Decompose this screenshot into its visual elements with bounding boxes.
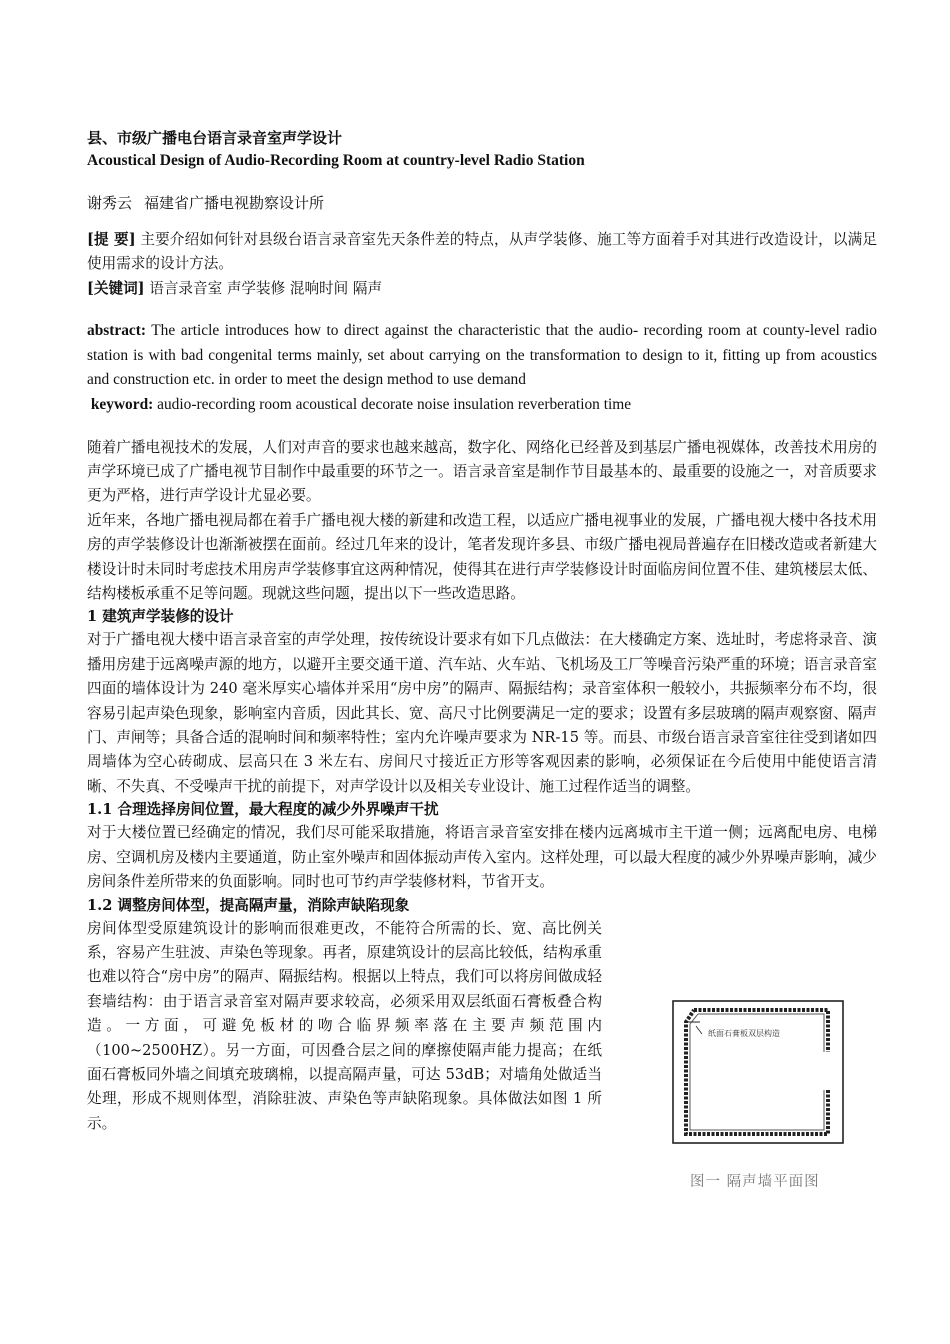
abstract-cn-text: 主要介绍如何针对县级台语言录音室先天条件差的特点，从声学装修、施工等方面着手对其进行改造设计，以满足使用需求的设计方法。 <box>87 231 877 273</box>
section-1-2-paragraph: 房间体型受原建筑设计的影响而很难更改，不能符合所需的长、宽、高比例关系，容易产生驻波、声染色等现象。再者，原建筑设计的层高比较低，结构承重也难以符合“房中房”的隔声、隔振结构。根据以上特点，我们可以将房间做成轻套墙结构：由于语言录音室对隔声要求较高，必须采用双层纸面石膏板叠合构造。一方面，可避免板材的吻合临界频率落在主要声频范围内（100~2500HZ）。另一方面，可因叠合层之间的摩擦使隔声能力提高；在纸面石膏板同外墙之间填充玻璃棉，以提高隔声量，可达 53dB；对墙角处做适当处理，形成不规则体型，消除驻波、声染色等声缺陷现象。具体做法如图 1 所示。 <box>87 919 602 1132</box>
title-english: Acoustical Design of Audio-Recording Room at country-level Radio Station <box>87 152 585 169</box>
title-chinese: 县、市级广播电台语言录音室声学设计 <box>87 129 343 147</box>
intro-paragraph-2: 近年来，各地广播电视局都在着手广播电视大楼的新建和改造工程，以适应广播电视事业的发展，广播电视大楼中各技术用房的声学装修设计也渐渐被摆在面前。经过几年来的设计，笔者发现许多县、市级广播电视局普遍存在旧楼改造或者新建大楼设计时未同时考虑技术用房声学装修事宜这两种情况，使得其在进行声学装修设计时面临房间位置不佳、建筑楼层太低、结构楼板承重不足等问题。现就这些问题，提出以下一些改造思路。 <box>87 511 877 603</box>
paper-page <box>87 128 877 1136</box>
section-1-1-heading: 1.1 合理选择房间位置，最大程度的减少外界噪声干扰 <box>87 801 439 819</box>
keywords-en-label: keyword: <box>90 396 154 413</box>
section-1-heading: 1 建筑声学装修的设计 <box>87 608 234 626</box>
abstract-chinese <box>87 228 877 277</box>
section-1-2-column <box>87 917 602 1137</box>
author-name: 谢秀云 <box>87 194 133 212</box>
keywords-cn-label: [关键词] <box>87 279 145 297</box>
author-line <box>87 192 877 214</box>
figure-1-inner-label: 纸面石膏板双层构造 <box>708 1029 780 1038</box>
abstract-english <box>87 319 877 393</box>
intro-paragraph-1: 随着广播电视技术的发展，人们对声音的要求也越来越高，数字化、网络化已经普及到基层广播电视媒体，改善技术用房的声学环境已成了广播电视节目制作中最重要的环节之一。语言录音室是制作节目最基本的、最重要的设施之一，对音质要求更为严格，进行声学设计尤显必要。 <box>87 438 877 505</box>
abstract-cn-label: [提 要] <box>87 231 136 248</box>
section-1-paragraph: 对于广播电视大楼中语言录音室的声学处理，按传统设计要求有如下几点做法：在大楼确定方案、选址时，考虑将录音、演播用房建于远离噪声源的地方，以避开主要交通干道、汽车站、火车站、飞机场及工厂等噪音污染严重的环境；语言录音室四面的墙体设计为 240 毫米厚实心墙体并采用“房中房”的隔声、隔振结构；录音室体积一般较小，共振频率分布不均，很容易引起声染色现象，影响室内音质，因此其长、宽、高尺寸比例要满足一定的要求；设置有多层玻璃的隔声观察窗、隔声门、声闸等；具备合适的混响时间和频率特性；室内允许噪声要求为 NR-15 等。而县、市级台语言录音室往往受到诸如四周墙体为空心砖砌成、层高只在 3 米左右、房间尺寸接近正方形等客观因素的影响，必须保证在今后使用中能使语言清晰、不失真、不受噪声干扰的前提下，对声学设计以及相关专业设计、施工过程作适当的调整。 <box>87 631 877 795</box>
keywords-chinese <box>87 277 877 301</box>
abstract-en-text: The article introduces how to direct against the characteristic that the audio- recording room at county-level radio station is with bad congenital terms mainly, set about carrying on the transformation to design to it, fitting up from acoustics and construction etc. in order to meet the design method to use demand <box>87 322 877 389</box>
keywords-cn-text: 语言录音室 声学装修 混响时间 隔声 <box>149 279 383 297</box>
author-affiliation: 福建省广播电视勘察设计所 <box>144 194 325 212</box>
keywords-english <box>87 393 877 418</box>
keywords-en-text: audio-recording room acoustical decorate noise insulation reverberation time <box>157 396 632 413</box>
sound-insulation-wall-plan-drawing <box>672 1000 844 1144</box>
section-1-2-heading: 1.2 调整房间体型，提高隔声量，消除声缺陷现象 <box>87 896 410 914</box>
figure-1-floor-plan <box>672 1000 844 1144</box>
section-1-1-paragraph: 对于大楼位置已经确定的情况，我们尽可能采取措施，将语言录音室安排在楼内远离城市主干道一侧；远离配电房、电梯房、空调机房及楼内主要通道，防止室外噪声和固体振动声传入室内。这样处理，可以最大程度的减少外界噪声影响，减少房间条件差所带来的负面影响。同时也可节约声学装修材料，节省开支。 <box>87 824 877 891</box>
figure-1-caption: 图一 隔声墙平面图 <box>690 1174 820 1190</box>
abstract-en-label: abstract: <box>87 322 146 340</box>
